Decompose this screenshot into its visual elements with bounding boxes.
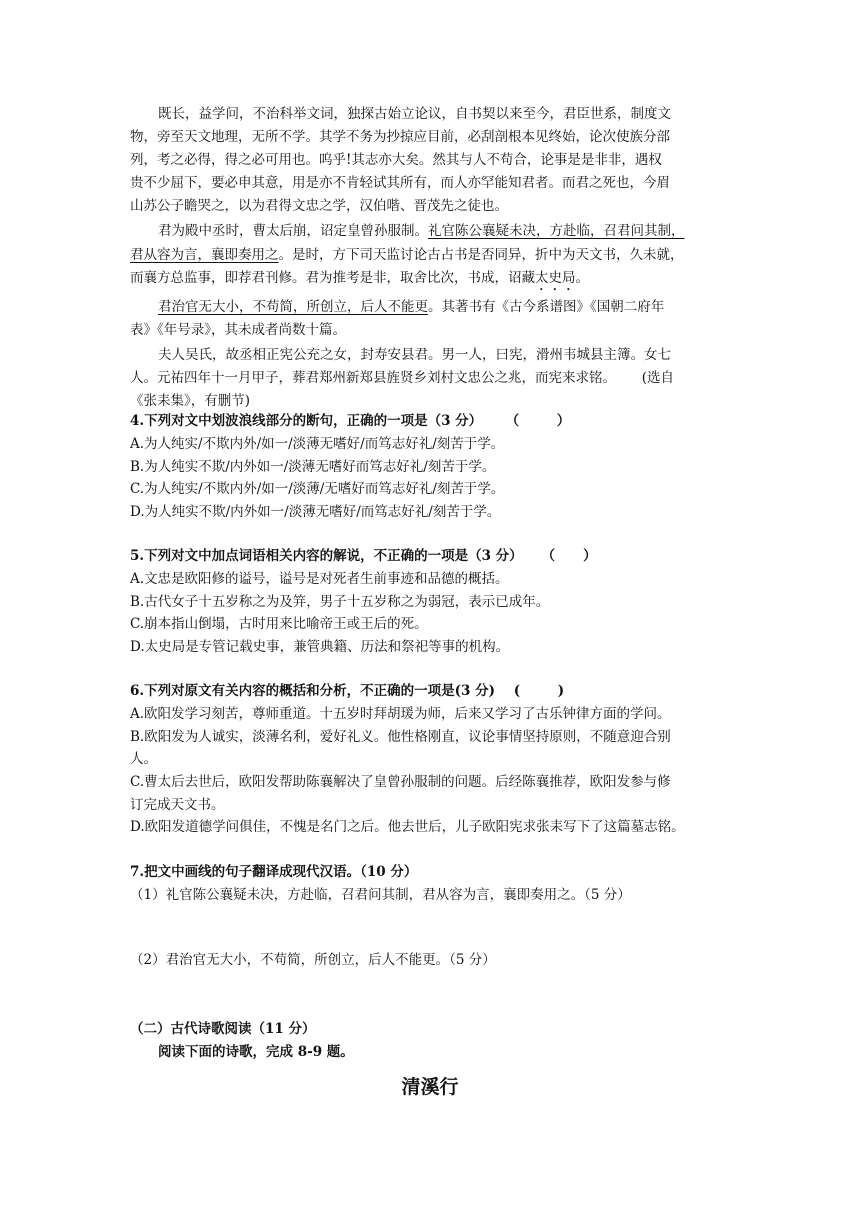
q4-option-a: A.为人纯实/不欺内外/如一/淡薄无嗜好/而笃志好礼/刻苦于学。 <box>130 436 505 452</box>
q6-option-b-cont: 人。 <box>130 751 157 767</box>
q5-option-d: D.太史局是专管记载史事，兼管典籍、历法和祭祀等事的机构。 <box>130 639 510 655</box>
q6-option-c-cont: 订完成天文书。 <box>130 797 225 813</box>
q4-option-c: C.为人纯实/不欺内外/如一/淡薄/无嗜好而笃志好礼/刻苦于学。 <box>130 481 505 497</box>
q4-option-b: B.为人纯实不欺/内外如一/淡薄无嗜好而笃志好礼/刻苦于学。 <box>130 459 496 475</box>
q7-stem: 7.把文中画线的句子翻译成现代汉语。（10 分） <box>130 864 418 880</box>
passage-text: 。其著书有《古今系谱图》《国朝二府年 <box>428 299 665 315</box>
q6-option-a: A.欧阳发学习刻苦，尊师重道。十五岁时拜胡瑗为师，后来又学习了古乐钟律方面的学问。 <box>130 706 671 722</box>
q5-option-b: B.古代女子十五岁称之为及笄，男子十五岁称之为弱冠，表示已成年。 <box>130 594 550 610</box>
passage-p2-line-3 <box>130 267 730 294</box>
poem-title: 清溪行 <box>401 1076 459 1098</box>
passage-p1-line-5: 山苏公子瞻哭之，以为君得文忠之学，汉伯喈、晋茂先之徒也。 <box>130 198 508 214</box>
passage-text: 。 <box>575 270 589 286</box>
q7-sub2: （2）君治官无大小，不苟简，所创立，后人不能更。（5 分） <box>130 952 496 968</box>
passage-p2-line-1 <box>130 220 730 243</box>
dotted-term: 太史局 <box>535 270 576 286</box>
passage-p1-line-3: 列，考之必得，得之必可用也。呜乎!其志亦大矣。然其与人不苟合，论事是是非非，遇权 <box>130 152 662 168</box>
q7-sub1: （1）礼官陈公襄疑未决，方赴临，召君问其制，君从容为言，襄即奏用之。（5 分） <box>130 887 631 903</box>
q4-option-d: D.为人纯实不欺/内外如一/淡薄无嗜好/而笃志好礼/刻苦于学。 <box>130 504 501 520</box>
underlined-sentence: 礼官陈公襄疑未决，方赴临，召君问其制， <box>428 223 685 239</box>
passage-p1-line-1: 既长，益学问，不治科举文词，独探古始立论议，自书契以来至今，君臣世系，制度文 <box>158 106 671 122</box>
passage-source: 《张耒集》，有删节) <box>130 393 251 409</box>
q5-option-c: C.崩本指山倒塌，古时用来比喻帝王或王后的死。 <box>130 616 428 632</box>
passage-p3-line-1 <box>130 296 730 319</box>
passage-p4-line-2: 人。元祐四年十一月甲子，葬君郑州新郑县旌贤乡刘村文忠公之兆，而宪来求铭。 (选自 <box>130 370 675 386</box>
q6-option-b: B.欧阳发为人诚实，淡薄名利，爱好礼义。他性格刚直，议论事情坚持原则，不随意迎合别 <box>130 729 671 745</box>
passage-p2-line-2 <box>130 244 730 267</box>
passage-text: 而襄方总监事，即荐君刊修。君为推考是非，取舍比次，书成，诏藏 <box>130 270 535 286</box>
q6-option-d: D.欧阳发道德学问俱佳，不愧是名门之后。他去世后，儿子欧阳宪求张耒写下了这篇墓志铭。 <box>130 819 685 835</box>
q4-stem: 4.下列对文中划波浪线部分的断句，正确的一项是（3 分） （ ） <box>130 413 571 429</box>
section-instruction: 阅读下面的诗歌，完成 8-9 题。 <box>158 1044 354 1060</box>
underlined-sentence: 君治官无大小，不苟简，所创立，后人不能更 <box>158 299 428 315</box>
q5-stem: 5.下列对文中加点词语相关内容的解说，不正确的一项是（3 分） （ ） <box>130 548 597 564</box>
passage-p4-line-1: 夫人吴氏，故丞相正宪公充之女，封寿安县君。男一人，曰宪，滑州韦城县主簿。女七 <box>158 347 671 363</box>
passage-p3-line-2: 表》《年号录》，其未成者尚数十篇。 <box>130 322 346 338</box>
passage-text: 。是时，方下司天监讨论古占书是否同异，折中为天文书，久未就， <box>278 247 684 263</box>
passage-text: 君为殿中丞时，曹太后崩，诏定皇曾孙服制。 <box>158 223 428 239</box>
q6-option-c: C.曹太后去世后，欧阳发帮助陈襄解决了皇曾孙服制的问题。后经陈襄推荐，欧阳发参与修 <box>130 774 671 790</box>
underlined-sentence: 君从容为言，襄即奏用之 <box>130 247 279 263</box>
passage-p1-line-4: 贵不少屈下，要必申其意，用是亦不肯轻试其所有，而人亦罕能知君者。而君之死也，今眉 <box>130 175 670 191</box>
q6-stem: 6.下列对原文有关内容的概括和分析，不正确的一项是(3 分) ( ) <box>130 683 565 699</box>
q5-option-a: A.文忠是欧阳修的谥号，谥号是对死者生前事迹和品德的概括。 <box>130 571 509 587</box>
section-heading: （二）古代诗歌阅读（11 分） <box>130 1021 316 1037</box>
passage-p1-line-2: 物，旁至天文地理，无所不学。其学不务为抄掠应目前，必刮剖根本见终始，论次使族分部 <box>130 129 670 145</box>
